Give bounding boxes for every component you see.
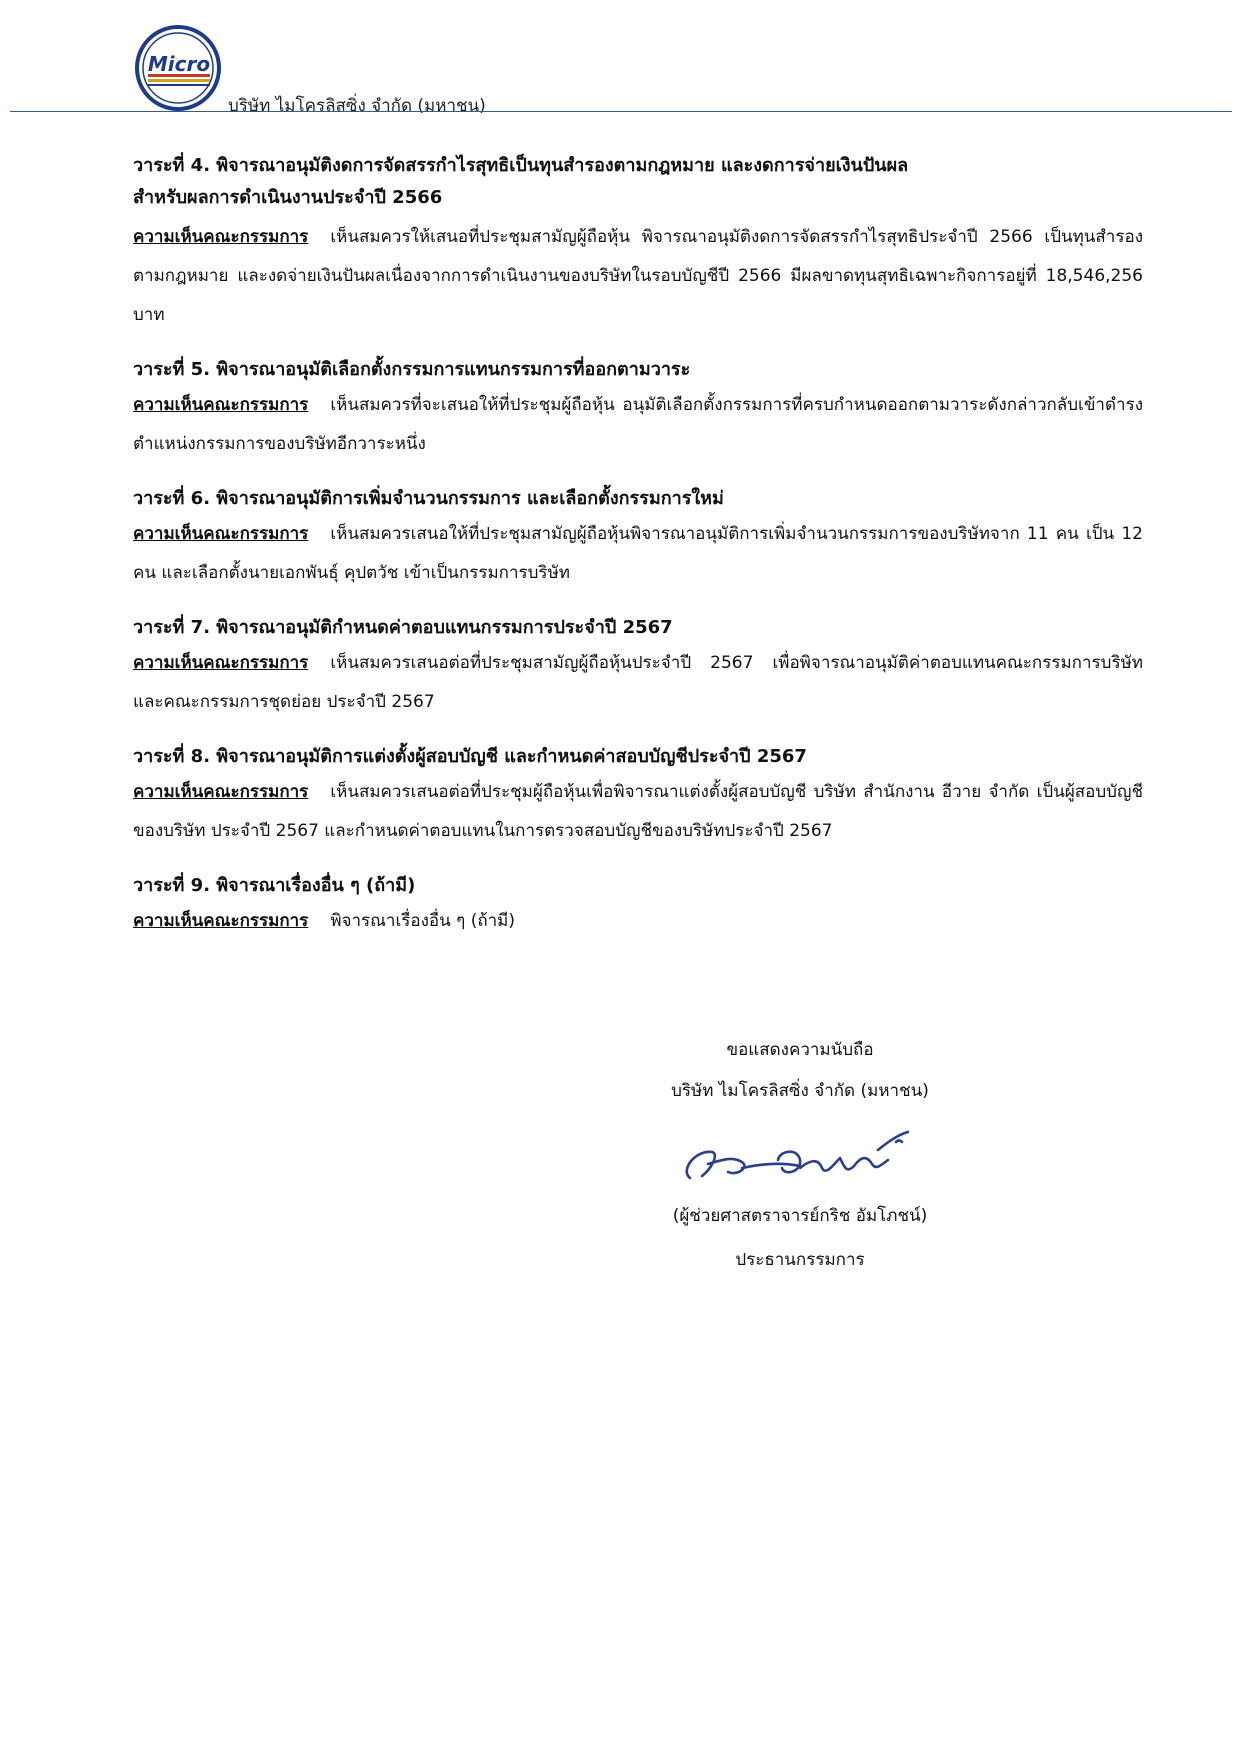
board-opinion-text: เห็นสมควรเสนอต่อที่ประชุมผู้ถือหุ้นเพื่อพิจารณาแต่งตั้งผู้สอบบัญชี บริษัท สำนักงาน อีวาย จำกัด เป็นผู้สอบบัญชีของบริษัท ประจำปี 2567 และกำหนดค่าตอบแทนในการตรวจสอบบัญชีของบริษัทประจำปี 2567 bbox=[133, 782, 1143, 841]
agenda-9 bbox=[133, 870, 1143, 941]
logo-text: Micro bbox=[147, 52, 211, 76]
board-opinion-text: เห็นสมควรให้เสนอที่ประชุมสามัญผู้ถือหุ้น พิจารณาอนุมัติงดการจัดสรรกำไรสุทธิประจำปี 2566 เป็นทุนสำรองตามกฎหมาย และงดจ่ายเงินปันผลเนื่องจากการดำเนินงานของบริษัทในรอบบัญชีปี 2566 มีผลขาดทุนสุทธิเฉพาะกิจการอยู่ที่ 18,546,256 บาท bbox=[133, 227, 1143, 325]
closing-company-name: บริษัท ไมโครลิสซิ่ง จำกัด (มหาชน) bbox=[671, 1081, 929, 1101]
closing-block bbox=[600, 1030, 1000, 1276]
board-opinion-label: ความเห็นคณะกรรมการ bbox=[133, 524, 309, 544]
agenda-title: วาระที่ 6. พิจารณาอนุมัติการเพิ่มจำนวนกรรมการ และเลือกตั้งกรรมการใหม่ bbox=[133, 488, 724, 509]
closing-regards: ขอแสดงความนับถือ bbox=[726, 1040, 874, 1060]
agenda-8 bbox=[133, 741, 1143, 851]
agenda-title: วาระที่ 7. พิจารณาอนุมัติกำหนดค่าตอบแทนกรรมการประจำปี 2567 bbox=[133, 617, 673, 638]
agenda-title: วาระที่ 9. พิจารณาเรื่องอื่น ๆ (ถ้ามี) bbox=[133, 875, 416, 896]
board-opinion-label: ความเห็นคณะกรรมการ bbox=[133, 395, 309, 415]
board-opinion bbox=[133, 773, 1143, 851]
board-opinion bbox=[133, 386, 1143, 464]
agenda-4 bbox=[133, 150, 1143, 335]
board-opinion-label: ความเห็นคณะกรรมการ bbox=[133, 653, 309, 673]
board-opinion bbox=[133, 644, 1143, 722]
signer-name: (ผู้ช่วยศาสตราจารย์กริช อัมโภชน์) bbox=[672, 1206, 928, 1226]
agenda-title-continued: สำหรับผลการดำเนินงานประจำปี 2566 bbox=[133, 187, 443, 208]
board-opinion bbox=[133, 515, 1143, 593]
board-opinion-label: ความเห็นคณะกรรมการ bbox=[133, 911, 309, 931]
page-header bbox=[0, 0, 1241, 120]
micro-logo bbox=[134, 24, 222, 112]
agenda-title: วาระที่ 8. พิจารณาอนุมัติการแต่งตั้งผู้สอบบัญชี และกำหนดค่าสอบบัญชีประจำปี 2567 bbox=[133, 746, 807, 767]
handwritten-signature bbox=[650, 1120, 950, 1200]
agenda-list bbox=[133, 150, 1143, 960]
board-opinion-label: ความเห็นคณะกรรมการ bbox=[133, 782, 309, 802]
board-opinion-label: ความเห็นคณะกรรมการ bbox=[133, 227, 309, 247]
board-opinion bbox=[133, 902, 1143, 941]
board-opinion-text: เห็นสมควรเสนอให้ที่ประชุมสามัญผู้ถือหุ้นพิจารณาอนุมัติการเพิ่มจำนวนกรรมการของบริษัทจาก 11 คน เป็น 12 คน และเลือกตั้งนายเอกพันธุ์ คุปตวัช เข้าเป็นกรรมการบริษัท bbox=[133, 524, 1143, 583]
board-opinion bbox=[133, 218, 1143, 335]
agenda-title: วาระที่ 4. พิจารณาอนุมัติงดการจัดสรรกำไรสุทธิเป็นทุนสำรองตามกฎหมาย และงดการจ่ายเงินปันผล bbox=[133, 155, 909, 176]
board-opinion-text: พิจารณาเรื่องอื่น ๆ (ถ้ามี) bbox=[330, 911, 516, 931]
agenda-7 bbox=[133, 612, 1143, 722]
header-company-name: บริษัท ไมโครลิสซิ่ง จำกัด (มหาชน) bbox=[228, 96, 486, 116]
header-divider bbox=[10, 111, 1232, 112]
agenda-6 bbox=[133, 483, 1143, 593]
board-opinion-text: เห็นสมควรเสนอต่อที่ประชุมสามัญผู้ถือหุ้นประจำปี 2567 เพื่อพิจารณาอนุมัติค่าตอบแทนคณะกรรมการบริษัท และคณะกรรมการชุดย่อย ประจำปี 2567 bbox=[133, 653, 1143, 712]
board-opinion-text: เห็นสมควรที่จะเสนอให้ที่ประชุมผู้ถือหุ้น อนุมัติเลือกตั้งกรรมการที่ครบกำหนดออกตามวาระดังกล่าวกลับเข้าดำรงตำแหน่งกรรมการของบริษัทอีกวาระหนึ่ง bbox=[133, 395, 1143, 454]
agenda-title: วาระที่ 5. พิจารณาอนุมัติเลือกตั้งกรรมการแทนกรรมการที่ออกตามวาระ bbox=[133, 359, 691, 380]
agenda-5 bbox=[133, 354, 1143, 464]
signer-title: ประธานกรรมการ bbox=[735, 1250, 865, 1270]
